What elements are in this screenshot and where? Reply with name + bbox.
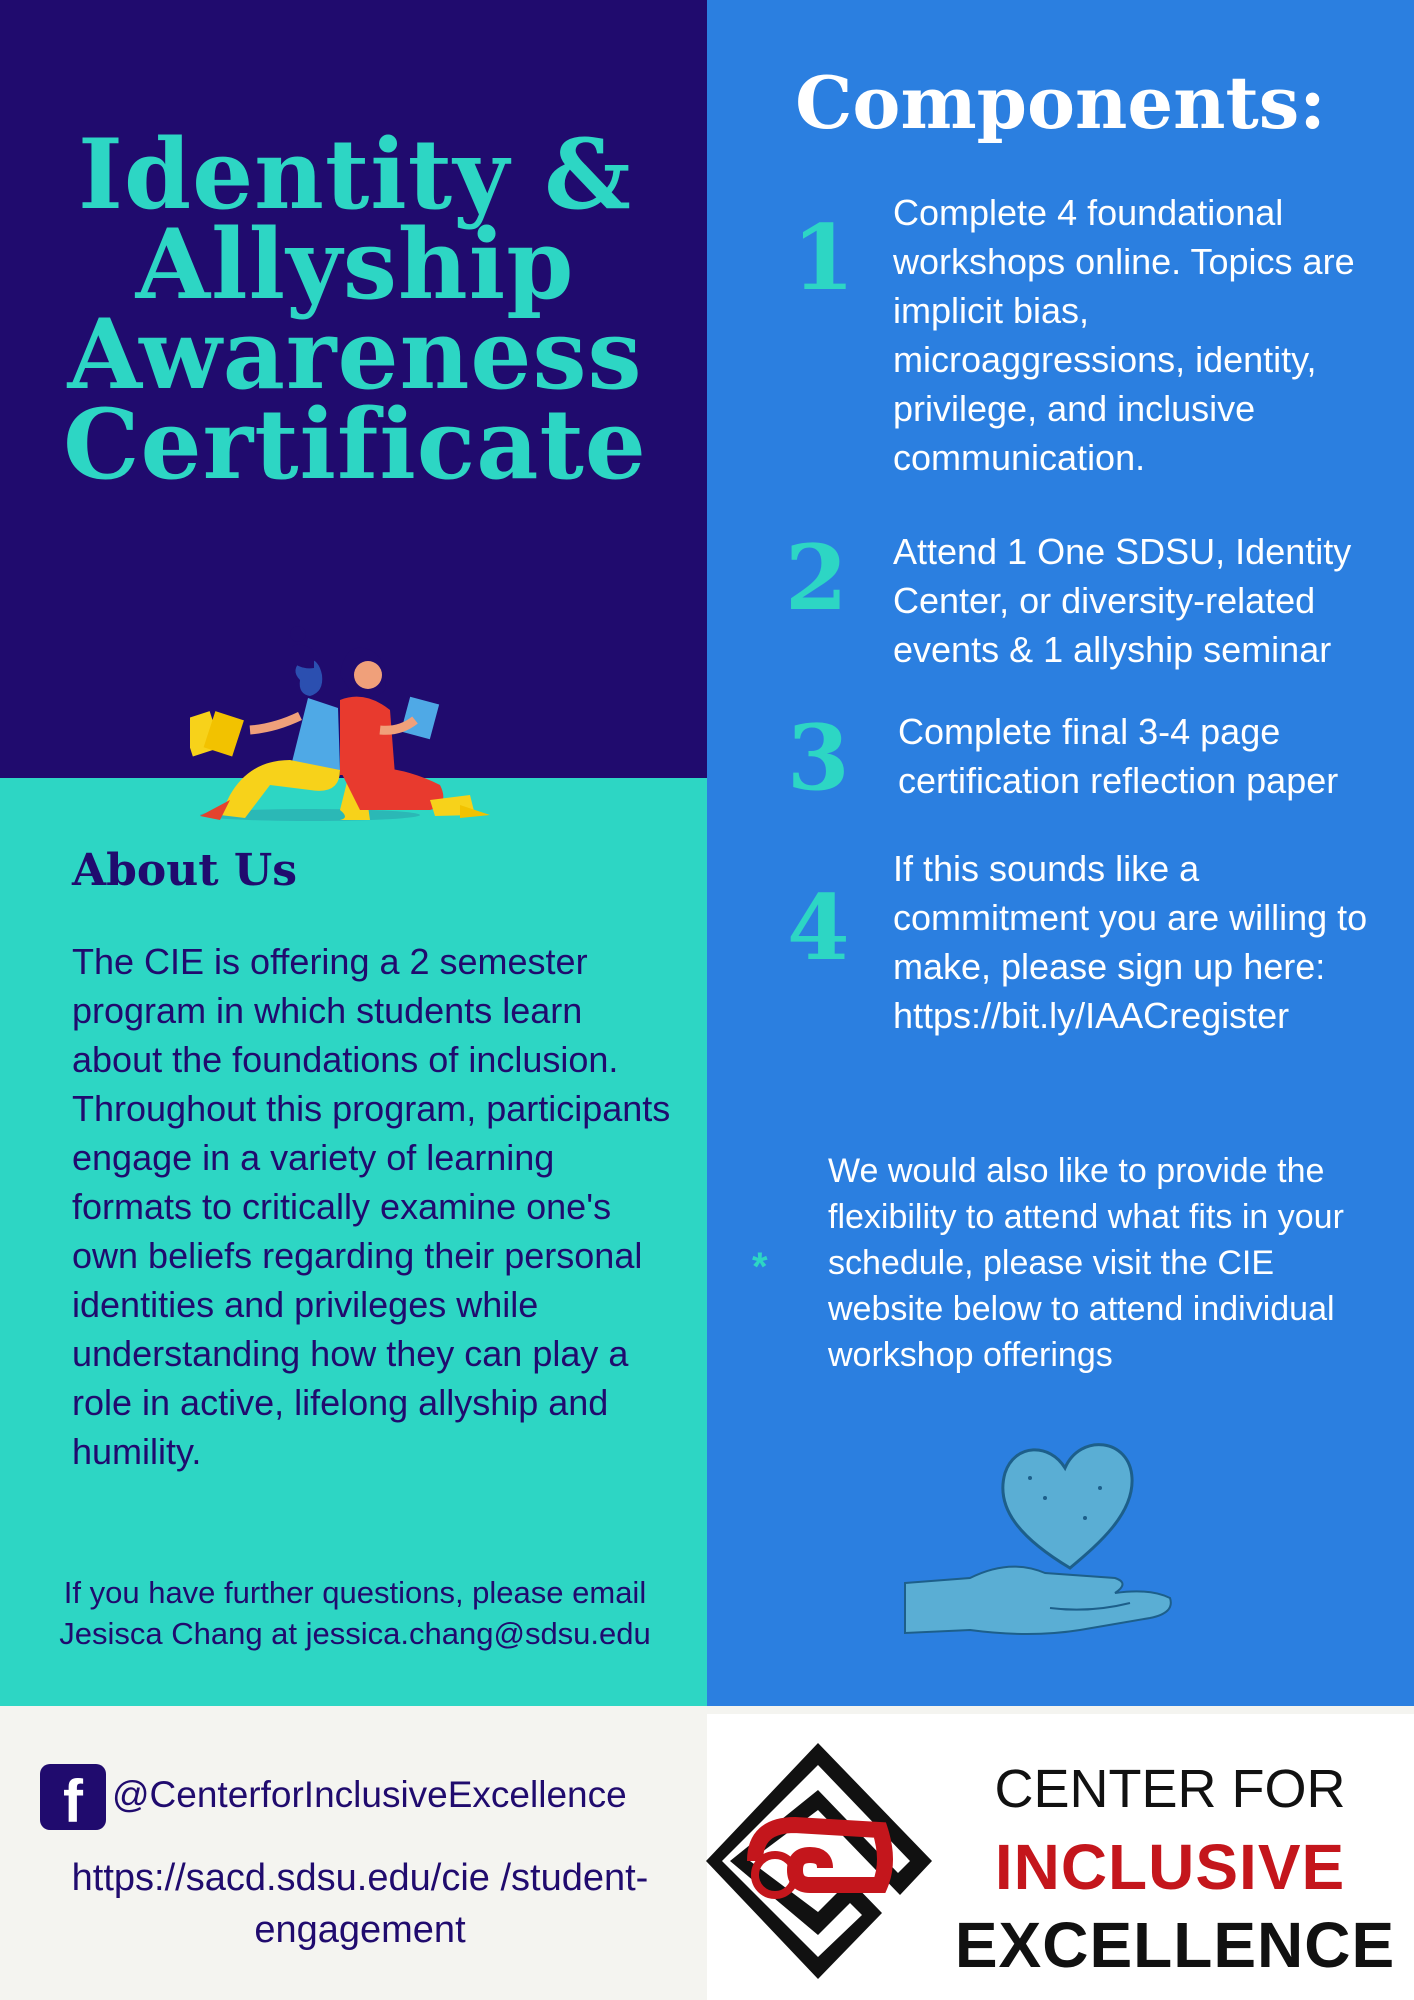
cie-logo-line-1: CENTER FOR bbox=[994, 1759, 1346, 1819]
page-title bbox=[30, 118, 680, 501]
step-text: Complete final 3-4 page certification reflection paper bbox=[898, 711, 1339, 801]
title-line-2: Allyship bbox=[135, 208, 575, 321]
title-line-4: Certificate bbox=[63, 388, 647, 501]
website-link[interactable]: https://sacd.sdsu.edu/cie /student-engagement bbox=[71, 1857, 649, 1951]
asterisk-icon: * bbox=[752, 1245, 768, 1289]
step-text: If this sounds like a commitment you are willing to make, please sign up here: https://bit.ly/IAACregister bbox=[893, 848, 1368, 1036]
cie-logo-icon bbox=[700, 1735, 940, 1987]
step-number: 3 bbox=[787, 705, 850, 811]
about-description: The CIE is offering a 2 semester program in which students learn about the foundations of inclusion. Throughout this program, participants engage in a variety of learning formats to critically examine one's own beliefs regarding their personal identities and privileges while understanding how they can play a role in active, lifelong allyship and humility. bbox=[72, 941, 671, 1472]
step-number: 2 bbox=[785, 525, 848, 631]
facebook-handle[interactable]: @CenterforInclusiveExcellence bbox=[112, 1774, 627, 1815]
contact-info: If you have further questions, please email Jesisca Chang at jessica.chang@sdsu.edu bbox=[59, 1575, 651, 1651]
cie-logo-line-2: INCLUSIVE bbox=[994, 1831, 1346, 1903]
facebook-icon[interactable]: f bbox=[40, 1764, 106, 1830]
readers-illustration bbox=[190, 620, 520, 830]
heart-in-hand-illustration bbox=[900, 1418, 1180, 1648]
title-line-1: Identity & bbox=[78, 118, 632, 231]
cie-logo-line-3: EXCELLENCE bbox=[954, 1909, 1396, 1981]
flexibility-note: We would also like to provide the flexibility to attend what fits in your schedule, please visit the CIE website below to attend individual workshop offerings bbox=[828, 1152, 1344, 1374]
step-number: 1 bbox=[792, 205, 855, 311]
step-text: Attend 1 One SDSU, Identity Center, or diversity-related events & 1 allyship seminar bbox=[893, 531, 1352, 670]
about-heading: About Us bbox=[72, 845, 298, 896]
title-line-3: Awareness bbox=[67, 298, 643, 411]
step-number: 4 bbox=[787, 875, 850, 981]
components-heading: Components: bbox=[795, 60, 1326, 145]
step-text: Complete 4 foundational workshops online. Topics are implicit bias, microaggressions, identity, privilege, and inclusive communication. bbox=[893, 192, 1355, 478]
